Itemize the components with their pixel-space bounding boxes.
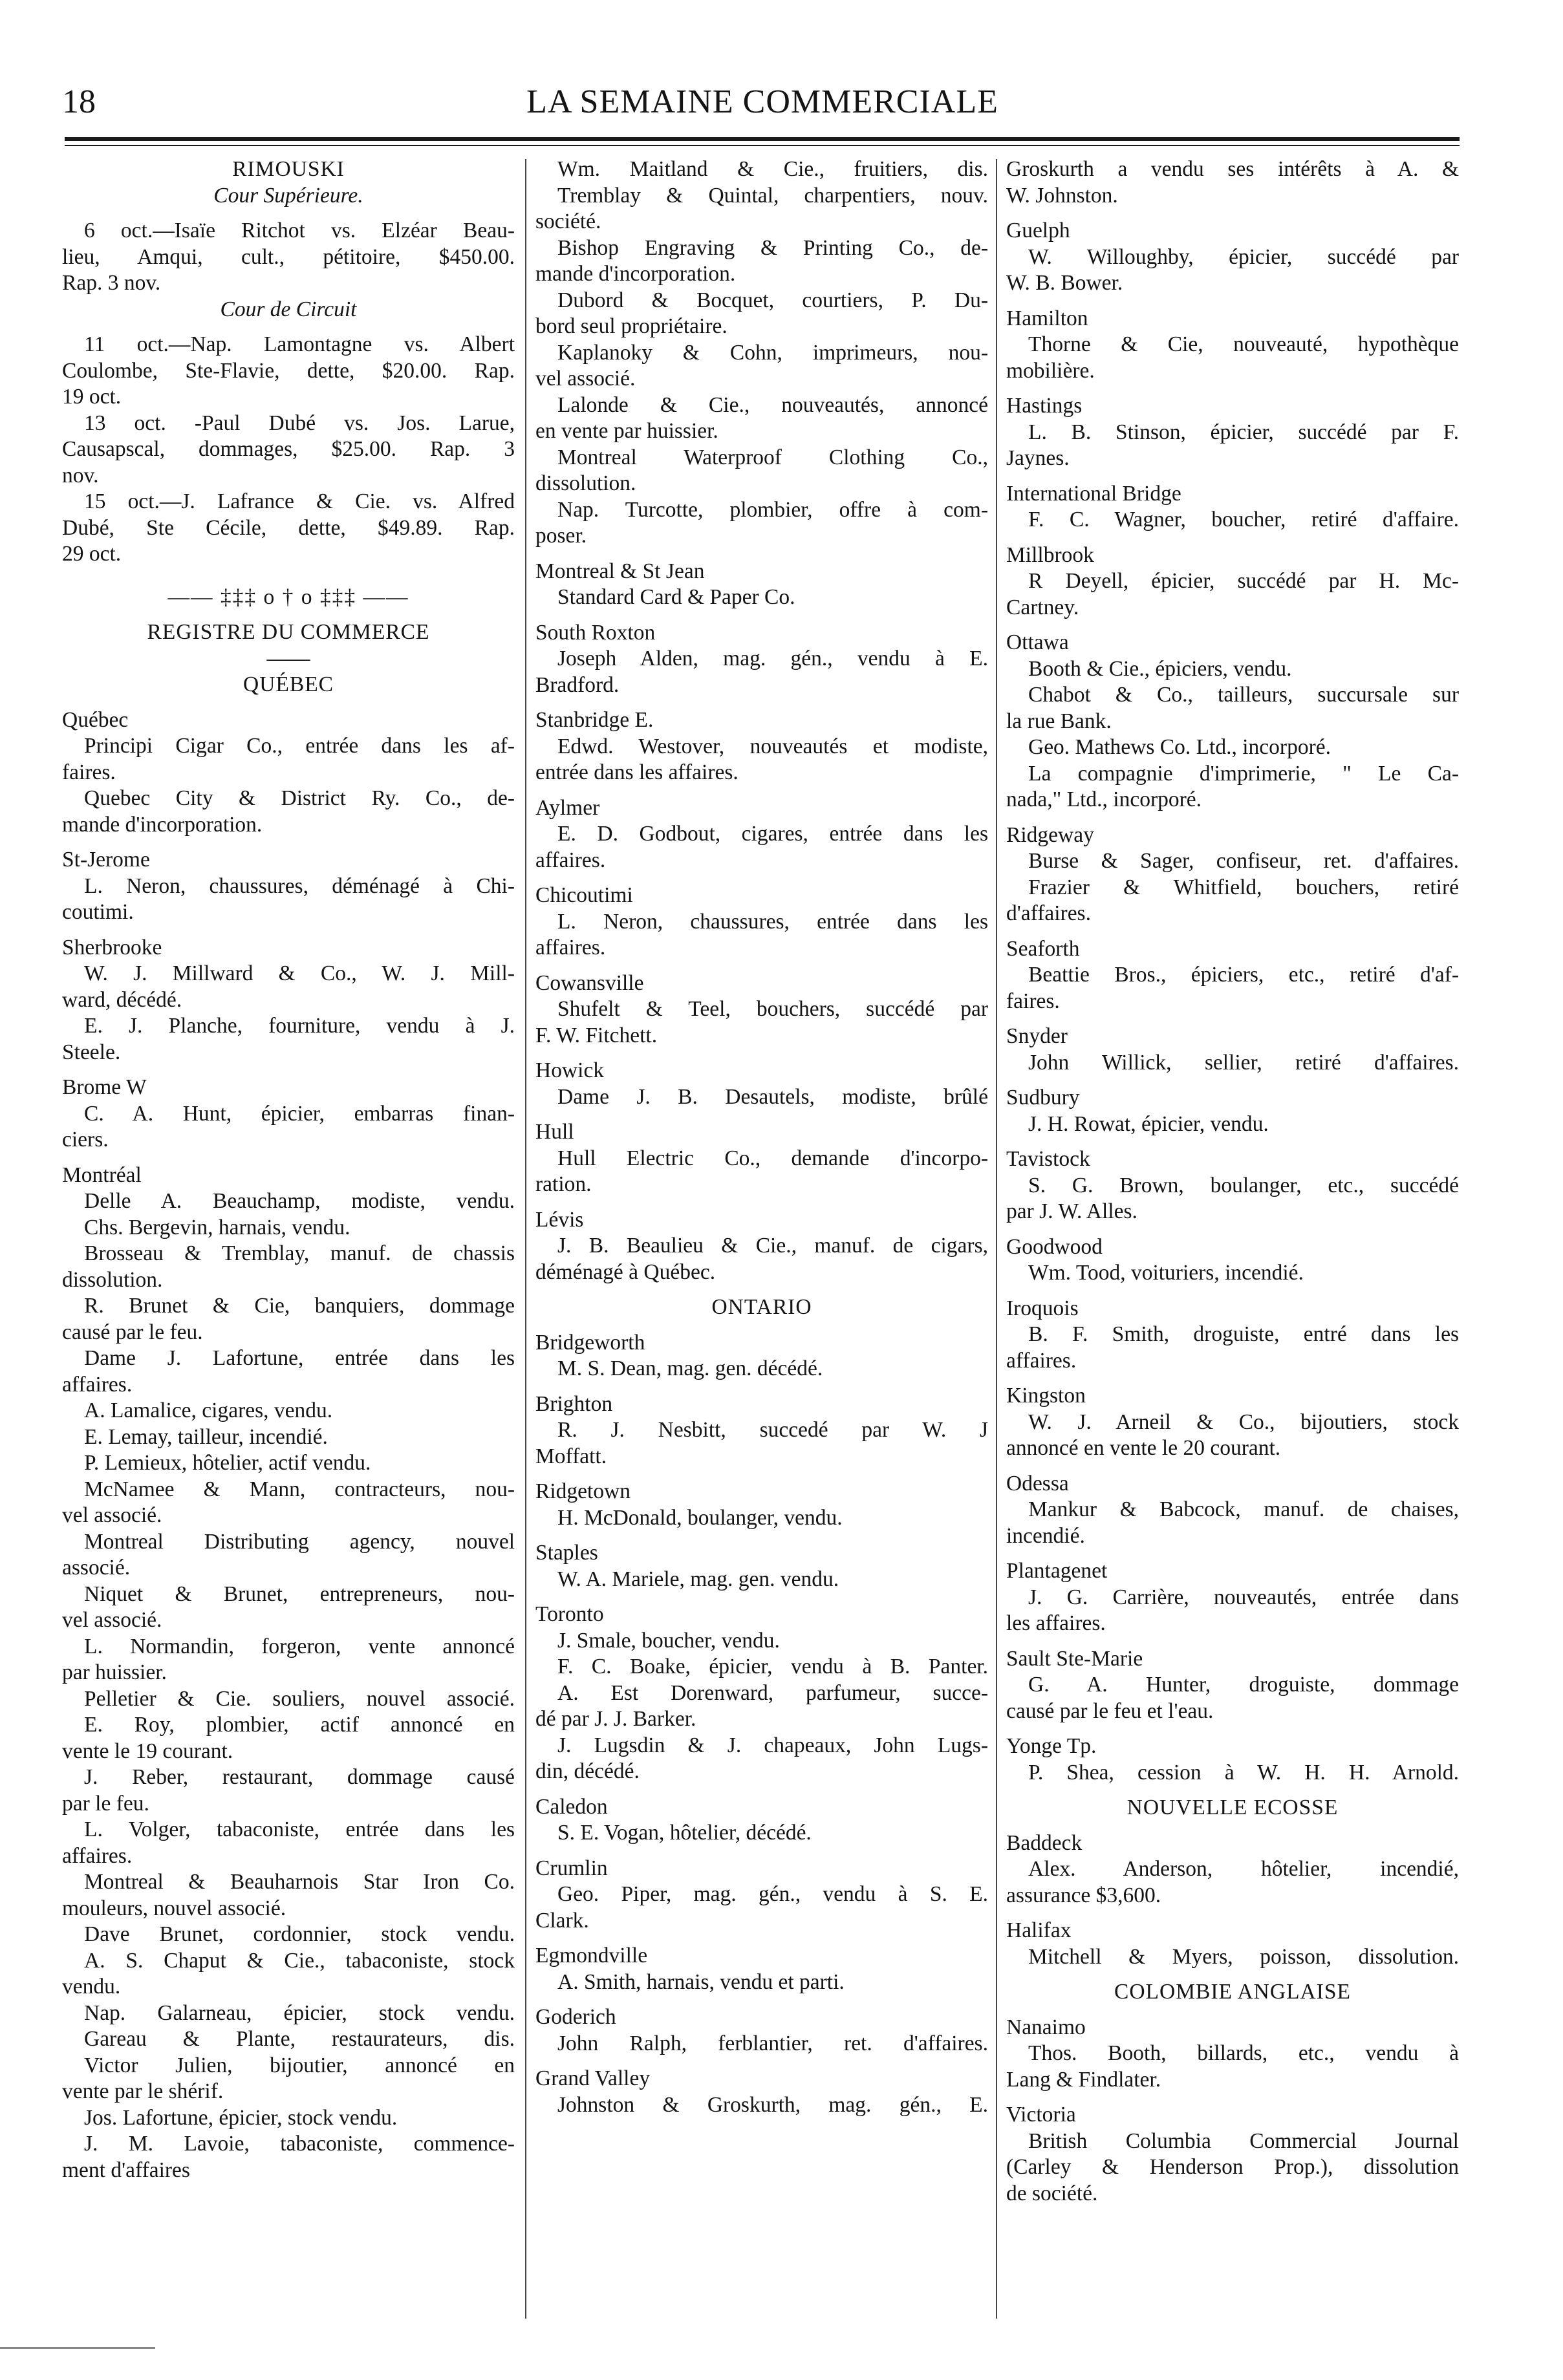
text-line: G. A. Hunter, droguiste, dommage <box>1028 1673 1459 1697</box>
text-line: Odessa <box>1006 1471 1069 1496</box>
text-line: Yonge Tp. <box>1006 1734 1097 1758</box>
text-line: Gareau & Plante, restaurateurs, dis. <box>84 2027 515 2051</box>
text-line: Wm. Tood, voituriers, incendié. <box>1028 1261 1304 1285</box>
spacer <box>1006 813 1459 822</box>
text-line: (Carley & Henderson Prop.), dissolution <box>1006 2155 1459 2179</box>
text-line: Thorne & Cie, nouveauté, hypothèque <box>1028 332 1459 356</box>
spacer <box>62 568 515 584</box>
text-line: Geo. Piper, mag. gén., vendu à S. E. <box>557 1882 988 1906</box>
text-line: nov. <box>62 463 99 488</box>
text-line: Victoria <box>1006 2103 1076 2127</box>
text-line: annoncé en vente le 20 courant. <box>1006 1436 1281 1460</box>
text-line: W. Willoughby, épicier, succédé par <box>1028 244 1459 269</box>
text-line: C. A. Hunt, épicier, embarras finan- <box>84 1101 515 1126</box>
text-line: Nap. Turcotte, plombier, offre à com- <box>557 497 988 522</box>
text-line: Hull Electric Co., demande d'incorpo- <box>557 1146 988 1170</box>
text-line: dissolution. <box>535 471 636 495</box>
text-line: 11 oct.—Nap. Lamontagne vs. Albert <box>84 332 515 356</box>
spacer <box>535 1531 988 1540</box>
text-line: J. H. Rowat, épicier, vendu. <box>1028 1111 1269 1136</box>
text-line: Lalonde & Cie., nouveautés, annoncé <box>557 392 988 417</box>
text-line: Cowansville <box>535 970 644 995</box>
text-line: Moffatt. <box>535 1444 607 1468</box>
spacer <box>535 1995 988 2004</box>
text-line: Jaynes. <box>1006 446 1070 470</box>
text-line: Staples <box>535 1541 598 1565</box>
text-line: Beattie Bros., épiciers, etc., retiré d'af- <box>1028 963 1459 987</box>
text-line: L. Neron, chaussures, déménagé à Chi- <box>84 874 515 898</box>
text-line: F. C. Wagner, boucher, retiré d'affaire. <box>1028 508 1459 531</box>
text-line: Hastings <box>1006 394 1083 418</box>
spacer <box>1006 533 1459 542</box>
text-line: S. G. Brown, boulanger, etc., succédé <box>1028 1173 1459 1197</box>
text-line: affaires. <box>535 848 606 872</box>
text-line: bord seul propriétaire. <box>535 314 728 338</box>
spacer <box>62 1066 515 1075</box>
spacer <box>535 1049 988 1058</box>
text-line: Caledon <box>535 1794 608 1819</box>
section-heading: REGISTRE DU COMMERCE <box>147 620 430 644</box>
text-line: ciers. <box>62 1128 109 1152</box>
spacer <box>1006 1970 1459 1979</box>
text-line: British Columbia Commercial Journal <box>1028 2128 1459 2153</box>
text-line: S. E. Vogan, hôtelier, décédé. <box>557 1821 812 1845</box>
spacer <box>535 1110 988 1119</box>
text-line: Causapscal, dommages, $25.00. Rap. 3 <box>62 437 515 461</box>
text-line: Dame J. Lafortune, entrée dans les <box>84 1346 515 1370</box>
text-line: F. W. Fitchett. <box>535 1023 658 1047</box>
column-right <box>1006 156 1459 2207</box>
text-line: W. Johnston. <box>1006 183 1118 208</box>
text-line: affaires. <box>1006 1348 1077 1373</box>
court-heading: Cour de Circuit <box>220 297 357 321</box>
text-line: vel associé. <box>535 367 636 391</box>
column-separator <box>525 159 526 2319</box>
court-heading: Cour Supérieure. <box>213 183 363 208</box>
spacer <box>1006 1821 1459 1830</box>
text-line: entrée dans les affaires. <box>535 760 738 784</box>
text-line: 15 oct.—J. Lafrance & Cie. vs. Alfred <box>84 489 515 513</box>
page-header <box>44 83 1481 134</box>
text-line: Victor Julien, bijoutier, annoncé en <box>84 2053 515 2077</box>
text-line: Sudbury <box>1006 1086 1080 1110</box>
spacer <box>535 786 988 795</box>
spacer <box>1006 927 1459 936</box>
spacer <box>1006 1137 1459 1146</box>
ornament-divider: —— ‡‡‡ o † o ‡‡‡ —— <box>167 584 409 609</box>
text-line: St-Jerome <box>62 848 150 872</box>
text-line: déménagé à Québec. <box>535 1260 716 1284</box>
spacer <box>1006 472 1459 481</box>
text-line: Québec <box>62 707 129 732</box>
spacer <box>1006 209 1459 218</box>
text-line: Grand Valley <box>535 2066 651 2090</box>
spacer <box>535 550 988 559</box>
text-line: Coulombe, Ste-Flavie, dette, $20.00. Rap. <box>62 358 515 383</box>
text-line: incendié. <box>1006 1523 1085 1548</box>
text-line: Kingston <box>1006 1384 1086 1408</box>
text-line: dissolution. <box>62 1267 163 1292</box>
text-line: Clark. <box>535 1908 589 1933</box>
text-line: Dubé, Ste Cécile, dette, $49.89. Rap. <box>62 515 515 540</box>
text-line: Geo. Mathews Co. Ltd., incorporé. <box>1028 735 1331 759</box>
text-line: Chicoutimi <box>535 883 633 907</box>
text-line: Nap. Galarneau, épicier, stock vendu. <box>84 2000 515 2025</box>
text-line: E. Roy, plombier, actif annoncé en <box>84 1713 515 1737</box>
text-line: en vente par huissier. <box>535 419 718 443</box>
column-middle <box>535 156 988 2118</box>
text-line: ment d'affaires <box>62 2158 190 2182</box>
spacer <box>1006 1225 1459 1234</box>
header-rule-thick <box>65 137 1460 141</box>
text-line: Jos. Lafortune, épicier, stock vendu. <box>84 2105 398 2130</box>
text-line: Montreal Waterproof Clothing Co., <box>557 445 988 469</box>
text-line: E. Lemay, tailleur, incendié. <box>84 1424 328 1449</box>
text-line: P. Lemieux, hôtelier, actif vendu. <box>84 1451 371 1475</box>
text-line: dé par J. J. Barker. <box>535 1707 696 1731</box>
text-line: de société. <box>1006 2181 1098 2205</box>
text-line: Burse & Sager, confiseur, ret. d'affaires. <box>1028 849 1459 873</box>
section-heading: COLOMBIE ANGLAISE <box>1114 1980 1351 2004</box>
text-line: causé par le feu. <box>62 1320 203 1344</box>
spacer <box>62 209 515 218</box>
page-number: 18 <box>62 83 96 120</box>
text-line: 6 oct.—Isaïe Ritchot vs. Elzéar Beau- <box>84 219 515 242</box>
text-line: société. <box>535 209 601 233</box>
text-line: Ridgetown <box>535 1479 631 1503</box>
text-line: faires. <box>62 760 116 784</box>
header-rule-thin <box>65 145 1460 146</box>
text-line: Brosseau & Tremblay, manuf. de chassis <box>84 1241 515 1265</box>
text-line: A. S. Chaput & Cie., tabaconiste, stock <box>84 1948 515 1973</box>
text-line: Chabot & Co., tailleurs, succursale sur <box>1028 683 1459 707</box>
text-line: Steele. <box>62 1040 121 1064</box>
text-line: John Willick, sellier, retiré d'affaires. <box>1028 1050 1459 1075</box>
text-line: Montreal & Beauharnois Star Iron Co. <box>84 1870 515 1894</box>
spacer <box>1006 1014 1459 1024</box>
text-line: Principi Cigar Co., entrée dans les af- <box>84 734 515 758</box>
text-line: Thos. Booth, billards, etc., vendu à <box>1028 2041 1459 2065</box>
text-line: L. Neron, chaussures, entrée dans les <box>557 909 988 934</box>
text-line: affaires. <box>62 1372 133 1397</box>
text-line: Pelletier & Cie. souliers, nouvel associé. <box>84 1686 515 1711</box>
text-line: Rap. 3 nov. <box>62 271 161 295</box>
text-line: faires. <box>1006 989 1060 1013</box>
text-line: vel associé. <box>62 1608 162 1632</box>
spacer <box>535 1592 988 1602</box>
text-line: Toronto <box>535 1602 604 1626</box>
text-line: ration. <box>535 1172 592 1196</box>
spacer <box>62 698 515 707</box>
spacer <box>535 1847 988 1856</box>
text-line: Stanbridge E. <box>535 708 654 732</box>
text-line: vendu. <box>62 1975 121 1999</box>
text-line: Chs. Bergevin, harnais, vendu. <box>84 1215 350 1239</box>
text-line: Alex. Anderson, hôtelier, incendié, <box>1028 1857 1459 1881</box>
text-line: Frazier & Whitfield, bouchers, retiré <box>1028 875 1459 899</box>
text-line: J. M. Lavoie, tabaconiste, commence- <box>84 2132 515 2156</box>
text-line: mande d'incorporation. <box>62 812 263 837</box>
text-line: P. Shea, cession à W. H. H. Arnold. <box>1028 1760 1459 1785</box>
spacer <box>535 1198 988 1207</box>
spacer <box>535 1382 988 1391</box>
text-line: mande d'incorporation. <box>535 262 736 286</box>
spacer <box>535 1321 988 1330</box>
spacer <box>1006 1909 1459 1918</box>
text-line: Goodwood <box>1006 1234 1103 1259</box>
text-line: Montréal <box>62 1163 142 1187</box>
column-left <box>62 156 515 2183</box>
spacer <box>1006 297 1459 306</box>
section-heading: RIMOUSKI <box>232 157 345 181</box>
text-line: Johnston & Groskurth, mag. gén., E. <box>557 2092 988 2117</box>
text-line: Sherbrooke <box>62 935 162 960</box>
text-line: J. G. Carrière, nouveautés, entrée dans <box>1028 1585 1459 1609</box>
text-line: Groskurth a vendu ses intérêts à A. & <box>1006 157 1459 181</box>
text-line: F. C. Boake, épicier, vendu à B. Panter. <box>557 1655 988 1678</box>
text-line: J. Lugsdin & J. chapeaux, John Lugs- <box>557 1733 988 1757</box>
text-line: Plantagenet <box>1006 1559 1108 1583</box>
text-line: Brome W <box>62 1075 147 1099</box>
text-line: Edwd. Westover, nouveautés et modiste, <box>557 734 988 758</box>
text-line: E. D. Godbout, cigares, entrée dans les <box>557 822 988 846</box>
text-line: mouleurs, nouvel associé. <box>62 1896 286 1920</box>
text-line: ward, décédé. <box>62 987 182 1012</box>
spacer <box>535 1470 988 1479</box>
text-line: Dave Brunet, cordonnier, stock vendu. <box>84 1922 515 1946</box>
text-line: les affaires. <box>1006 1611 1106 1635</box>
text-line: Mankur & Babcock, manuf. de chaises, <box>1028 1497 1459 1521</box>
text-line: Goderich <box>535 2005 616 2029</box>
text-line: Baddeck <box>1006 1830 1083 1855</box>
text-line: 19 oct. <box>62 385 122 409</box>
text-line: affaires. <box>535 936 606 960</box>
spacer <box>1006 384 1459 393</box>
text-line: A. Est Dorenward, parfumeur, succe- <box>557 1680 988 1705</box>
text-line: Iroquois <box>1006 1296 1079 1320</box>
spacer <box>535 961 988 970</box>
spacer <box>1006 1786 1459 1795</box>
spacer <box>535 874 988 883</box>
text-line: —— <box>266 646 310 670</box>
text-line: coutimi. <box>62 900 134 924</box>
text-line: W. J. Millward & Co., W. J. Mill- <box>84 961 515 985</box>
text-line: La compagnie d'imprimerie, " Le Ca- <box>1028 761 1459 786</box>
text-line: Sault Ste-Marie <box>1006 1646 1143 1671</box>
text-line: Niquet & Brunet, entrepreneurs, nou- <box>84 1581 515 1606</box>
spacer <box>1006 1076 1459 1085</box>
section-heading: NOUVELLE ECOSSE <box>1126 1796 1339 1819</box>
text-line: Dame J. B. Desautels, modiste, brûlé <box>557 1084 988 1109</box>
text-line: la rue Bank. <box>1006 709 1112 733</box>
text-line: Cartney. <box>1006 595 1079 619</box>
text-line: 13 oct. -Paul Dubé vs. Jos. Larue, <box>84 411 515 435</box>
spacer <box>1006 1637 1459 1646</box>
text-line: Kaplanoky & Cohn, imprimeurs, nou- <box>557 340 988 365</box>
text-line: Mitchell & Myers, poisson, dissolution. <box>1028 1944 1459 1969</box>
spacer <box>62 1153 515 1163</box>
text-line: Quebec City & District Ry. Co., de- <box>84 786 515 810</box>
text-line: Delle A. Beauchamp, modiste, vendu. <box>84 1189 515 1213</box>
text-line: vel associé. <box>62 1503 162 1527</box>
text-line: Millbrook <box>1006 542 1094 567</box>
masthead-title: LA SEMAINE COMMERCIALE <box>526 83 998 120</box>
spacer <box>1006 1724 1459 1733</box>
text-line: Seaforth <box>1006 936 1080 961</box>
text-line: par J. W. Alles. <box>1006 1199 1137 1223</box>
text-line: vente par le shérif. <box>62 2079 224 2103</box>
text-line: B. F. Smith, droguiste, entré dans les <box>1028 1322 1459 1346</box>
spacer <box>62 323 515 332</box>
spacer <box>535 1934 988 1943</box>
text-line: J. Smale, boucher, vendu. <box>557 1628 780 1653</box>
text-line: W. J. Arneil & Co., bijoutiers, stock <box>1028 1410 1459 1434</box>
text-line: Crumlin <box>535 1856 608 1880</box>
spacer <box>62 610 515 619</box>
text-line: Egmondville <box>535 1944 648 1967</box>
text-line: McNamee & Mann, contracteurs, nou- <box>84 1477 515 1501</box>
text-line: Booth & Cie., épiciers, vendu. <box>1028 656 1292 681</box>
text-line: d'affaires. <box>1006 901 1091 925</box>
spacer <box>535 1285 988 1294</box>
text-line: John Ralph, ferblantier, ret. d'affaires. <box>557 2031 988 2055</box>
text-line: Howick <box>535 1058 605 1082</box>
spacer <box>535 1785 988 1794</box>
text-line: mobilière. <box>1006 358 1095 383</box>
spacer <box>1006 2006 1459 2015</box>
spacer <box>535 698 988 707</box>
spacer <box>1006 1462 1459 1471</box>
text-line: vente le 19 courant. <box>62 1739 233 1763</box>
spacer <box>1006 1287 1459 1296</box>
text-line: affaires. <box>62 1843 133 1868</box>
footer-mark <box>0 2347 155 2349</box>
text-line: par le feu. <box>62 1791 149 1816</box>
text-line: Wm. Maitland & Cie., fruitiers, dis. <box>557 157 988 181</box>
text-line: Joseph Alden, mag. gén., vendu à E. <box>557 647 988 670</box>
text-line: Ridgeway <box>1006 822 1094 847</box>
text-line: causé par le feu et l'eau. <box>1006 1699 1214 1723</box>
spacer <box>535 611 988 620</box>
text-line: W. B. Bower. <box>1006 271 1123 295</box>
text-line: L. Normandin, forgeron, vente annoncé <box>84 1634 515 1658</box>
text-line: South Roxton <box>535 620 656 645</box>
text-line: International Bridge <box>1006 481 1181 506</box>
section-heading: ONTARIO <box>711 1295 812 1319</box>
text-line: W. A. Mariele, mag. gen. vendu. <box>557 1567 839 1591</box>
text-line: Brighton <box>535 1391 613 1416</box>
spacer <box>1006 1374 1459 1383</box>
text-line: R. Brunet & Cie, banquiers, dommage <box>84 1294 515 1318</box>
column-separator <box>996 159 997 2319</box>
spacer <box>62 838 515 847</box>
text-line: Halifax <box>1006 1918 1072 1942</box>
text-line: poser. <box>535 524 587 548</box>
text-line: Lang & Findlater. <box>1006 2067 1161 2092</box>
text-line: J. B. Beaulieu & Cie., manuf. de cigars, <box>557 1234 988 1258</box>
text-line: Tavistock <box>1006 1147 1090 1171</box>
text-line: Shufelt & Teel, bouchers, succédé par <box>557 997 988 1021</box>
text-line: Aylmer <box>535 795 600 820</box>
text-line: Montreal Distributing agency, nouvel <box>84 1529 515 1554</box>
text-line: Tremblay & Quintal, charpentiers, nouv. <box>557 183 988 208</box>
text-line: nada," Ltd., incorporé. <box>1006 788 1202 811</box>
text-line: R. J. Nesbitt, succedé par W. J <box>557 1418 988 1442</box>
text-line: R Deyell, épicier, succédé par H. Mc- <box>1028 569 1459 593</box>
text-line: Montreal & St Jean <box>535 559 705 583</box>
text-line: M. S. Dean, mag. gen. décédé. <box>557 1356 823 1380</box>
text-line: Hamilton <box>1006 306 1088 330</box>
section-heading: QUÉBEC <box>243 672 334 696</box>
text-line: assurance $3,600. <box>1006 1883 1161 1907</box>
text-line: Bishop Engraving & Printing Co., de- <box>557 235 988 260</box>
text-line: lieu, Amqui, cult., pétitoire, $450.00. <box>62 244 515 269</box>
text-line: A. Lamalice, cigares, vendu. <box>84 1399 333 1422</box>
text-line: din, décédé. <box>535 1759 640 1783</box>
text-line: Dubord & Bocquet, courtiers, P. Du- <box>557 288 988 312</box>
spacer <box>1006 621 1459 630</box>
text-line: 29 oct. <box>62 542 122 566</box>
text-line: par huissier. <box>62 1660 167 1684</box>
text-line: Ottawa <box>1006 630 1069 654</box>
text-line: H. McDonald, boulanger, vendu. <box>557 1505 843 1530</box>
text-line: Nanaimo <box>1006 2015 1086 2039</box>
text-line: Guelph <box>1006 219 1070 242</box>
text-line: Bradford. <box>535 672 620 697</box>
spacer <box>535 2057 988 2066</box>
text-line: E. J. Planche, fourniture, vendu à J. <box>84 1014 515 1038</box>
text-line: L. B. Stinson, épicier, succédé par F. <box>1028 420 1459 444</box>
text-line: Snyder <box>1006 1024 1068 1048</box>
text-line: L. Volger, tabaconiste, entrée dans les <box>84 1817 515 1841</box>
text-line: associé. <box>62 1556 131 1580</box>
spacer <box>62 926 515 935</box>
spacer <box>1006 1549 1459 1558</box>
text-line: Standard Card & Paper Co. <box>557 585 795 609</box>
text-line: Bridgeworth <box>535 1330 645 1355</box>
text-line: Lévis <box>535 1207 584 1232</box>
spacer <box>1006 2093 1459 2102</box>
text-line: Hull <box>535 1120 574 1144</box>
text-line: A. Smith, harnais, vendu et parti. <box>557 1969 845 1994</box>
text-line: J. Reber, restaurant, dommage causé <box>84 1765 515 1789</box>
